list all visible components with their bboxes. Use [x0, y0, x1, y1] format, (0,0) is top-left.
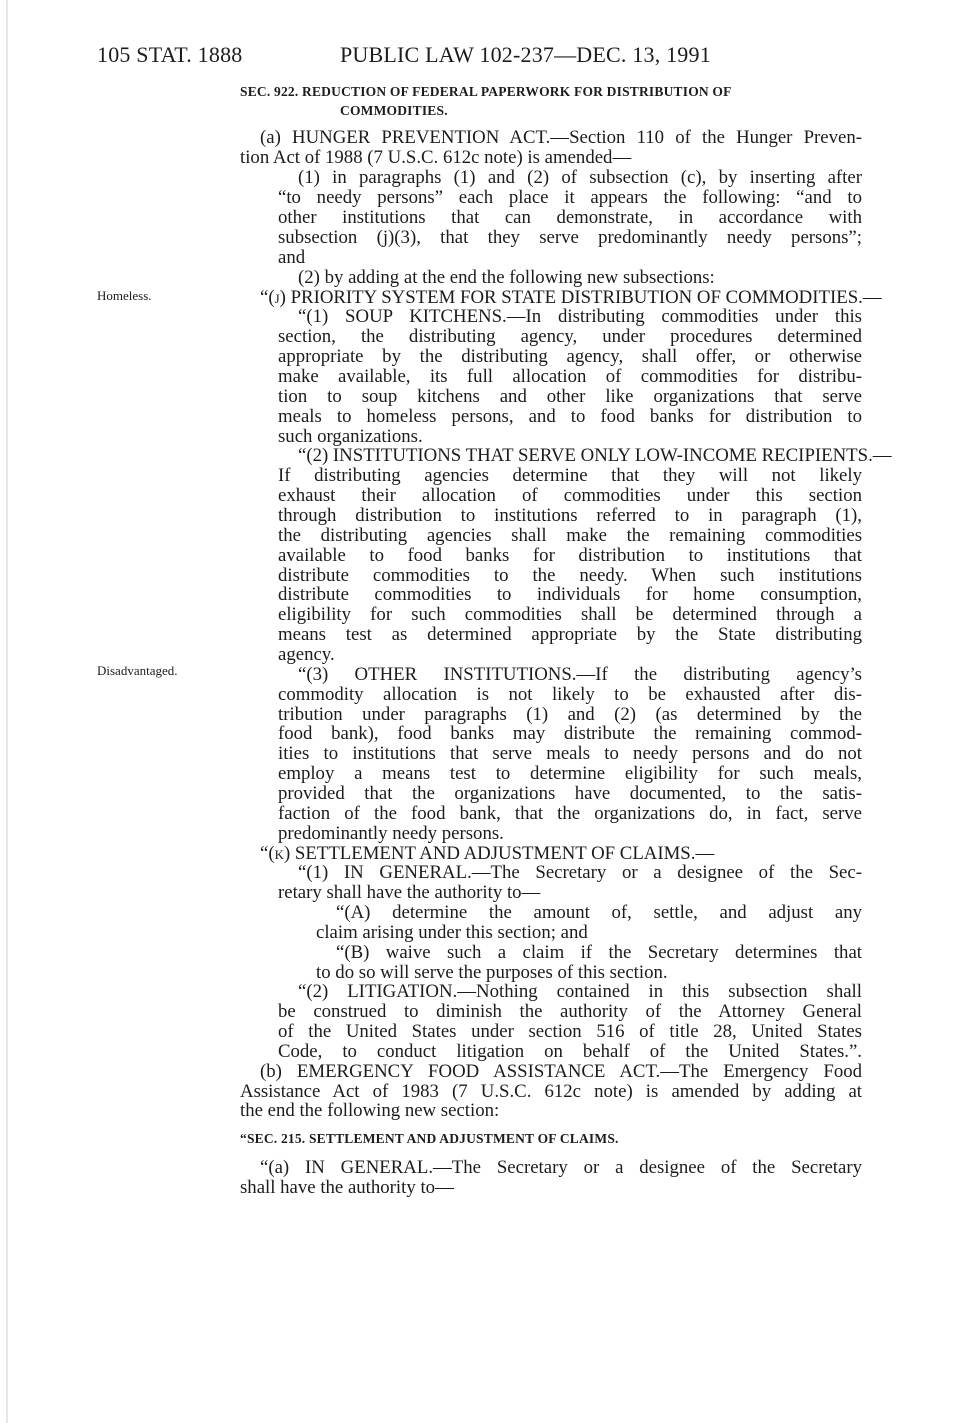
- body-line: (1) in paragraphs (1) and (2) of subsection (c), by inserting after: [298, 167, 862, 188]
- body-line: “(a) IN GENERAL.—The Secretary or a designee of the Secretary: [260, 1157, 862, 1178]
- body-line: faction of the food bank, that the organizations do, in fact, serve: [278, 803, 862, 824]
- body-line: appropriate by the distributing agency, shall offer, or otherwise: [278, 346, 862, 367]
- body-line: (b) EMERGENCY FOOD ASSISTANCE ACT.—The Emergency Food: [260, 1061, 862, 1082]
- body-line: provided that the organizations have documented, to the satis-: [278, 783, 862, 804]
- body-line: means test as determined appropriate by the State distributing: [278, 624, 862, 645]
- body-line: retary shall have the authority to—: [278, 882, 541, 903]
- body-line: employ a means test to determine eligibility for such meals,: [278, 763, 862, 784]
- body-line: such organizations.: [278, 426, 423, 447]
- body-line: If distributing agencies determine that they will not likely: [278, 465, 862, 486]
- body-line: claim arising under this section; and: [316, 922, 588, 943]
- body-line: “(3) OTHER INSTITUTIONS.—If the distributing agency’s: [298, 664, 862, 685]
- body-line: “(j) PRIORITY SYSTEM FOR STATE DISTRIBUTION OF COMMODITIES.—: [260, 287, 882, 308]
- body-line: meals to homeless persons, and to food banks for distribution to: [278, 406, 862, 427]
- body-line: and: [278, 247, 306, 268]
- body-line: the distributing agencies shall make the remaining commodities: [278, 525, 862, 546]
- body-line: Assistance Act of 1983 (7 U.S.C. 612c note) is amended by adding at: [240, 1081, 862, 1102]
- body-line: tion to soup kitchens and other like organizations that serve: [278, 386, 862, 407]
- running-head: PUBLIC LAW 102-237—DEC. 13, 1991: [340, 42, 711, 67]
- body-line: tion Act of 1988 (7 U.S.C. 612c note) is amended—: [240, 147, 632, 168]
- body-line: ities to institutions that serve meals to needy persons and do not: [278, 743, 862, 764]
- body-line: food bank), food banks may distribute the remaining commod-: [278, 723, 862, 744]
- body-line: “(1) SOUP KITCHENS.—In distributing commodities under this: [298, 306, 862, 327]
- body-line: the end the following new section:: [240, 1100, 500, 1121]
- body-line: exhaust their allocation of commodities under this section: [278, 485, 862, 506]
- body-line: commodity allocation is not likely to be exhausted after dis-: [278, 684, 862, 705]
- body-line: shall have the authority to—: [240, 1177, 454, 1198]
- body-line: (a) HUNGER PREVENTION ACT.—Section 110 of the Hunger Preven-: [260, 127, 862, 148]
- body-line: subsection (j)(3), that they serve predominantly needy persons”;: [278, 227, 862, 248]
- body-line: “(2) LITIGATION.—Nothing contained in this subsection shall: [298, 981, 862, 1002]
- margin-note-disadvantaged: Disadvantaged.: [97, 663, 178, 678]
- body-line: available to food banks for distribution to institutions that: [278, 545, 862, 566]
- body-line: of the United States under section 516 of title 28, United States: [278, 1021, 862, 1042]
- scan-edge: [6, 0, 8, 1423]
- section-heading: SEC. 922. REDUCTION OF FEDERAL PAPERWORK FOR DISTRIBUTION OF: [240, 84, 732, 99]
- body-line: distribute commodities to individuals for home consumption,: [278, 584, 862, 605]
- body-line: “(2) INSTITUTIONS THAT SERVE ONLY LOW-INCOME RECIPIENTS.—: [298, 445, 892, 466]
- body-line: distribute commodities to the needy. When such institutions: [278, 565, 862, 586]
- page-number: 105 STAT. 1888: [97, 42, 243, 67]
- body-line: “to needy persons” each place it appears the following: “and to: [278, 187, 862, 208]
- section-heading-215: “SEC. 215. SETTLEMENT AND ADJUSTMENT OF CLAIMS.: [240, 1131, 619, 1146]
- body-line: predominantly needy persons.: [278, 823, 504, 844]
- body-line: Code, to conduct litigation on behalf of the United States.”.: [278, 1041, 862, 1062]
- body-line: eligibility for such commodities shall be determined through a: [278, 604, 862, 625]
- body-line: make available, its full allocation of commodities for distribu-: [278, 366, 862, 387]
- body-line: be construed to diminish the authority of the Attorney General: [278, 1001, 862, 1022]
- body-line: agency.: [278, 644, 335, 665]
- body-line: “(1) IN GENERAL.—The Secretary or a designee of the Sec-: [298, 862, 862, 883]
- body-line: tribution under paragraphs (1) and (2) (as determined by the: [278, 704, 862, 725]
- body-line: (2) by adding at the end the following new subsections:: [298, 267, 715, 288]
- margin-note-homeless: Homeless.: [97, 288, 152, 303]
- body-line: through distribution to institutions referred to in paragraph (1),: [278, 505, 862, 526]
- body-line: “(B) waive such a claim if the Secretary determines that: [336, 942, 862, 963]
- body-line: to do so will serve the purposes of this section.: [316, 962, 668, 983]
- section-heading-cont: COMMODITIES.: [340, 103, 448, 118]
- body-line: “(A) determine the amount of, settle, and adjust any: [336, 902, 862, 923]
- body-line: “(k) SETTLEMENT AND ADJUSTMENT OF CLAIMS.—: [260, 843, 715, 864]
- body-line: section, the distributing agency, under procedures determined: [278, 326, 862, 347]
- body-line: other institutions that can demonstrate, in accordance with: [278, 207, 862, 228]
